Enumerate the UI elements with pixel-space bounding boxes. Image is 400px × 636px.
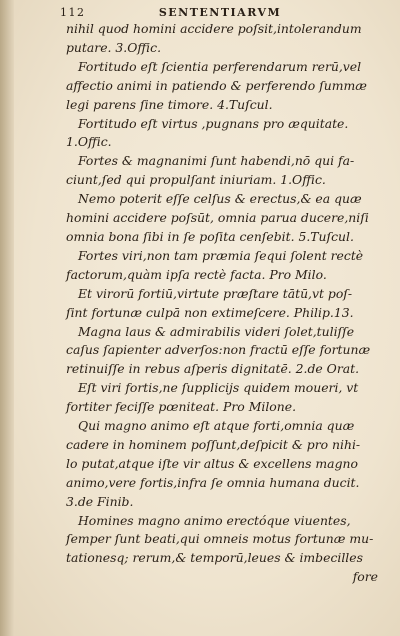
text-line: omnia bona ſibi in ſe poſita cenſebit. 5.Tuſcul.	[66, 228, 354, 244]
text-line: ſemper ſunt beati,qui omneis motus fortunæ mu-	[66, 531, 374, 547]
text-line: lo putat,atque iſte vir altus & excellens magno	[66, 455, 358, 471]
page-text	[66, 20, 378, 587]
text-line: Fortes viri,non tam præmia ſequi ſolent rectè	[78, 247, 364, 263]
text-line: Qui magno animo eſt atque forti,omnia quæ	[78, 418, 355, 434]
text-line: Fortitudo eſt ſcientia perferendarum rerū,vel	[78, 58, 362, 74]
text-line: cadere in hominem poſſunt,deſpicit & pro nihi-	[66, 436, 361, 452]
text-line: homini accidere poſsūt, omnia parua ducere,niſi	[66, 210, 369, 226]
page-gutter	[0, 0, 14, 636]
text-line: 1.Offic.	[66, 134, 112, 150]
text-line: putare. 3.Offic.	[66, 39, 162, 55]
text-line: Et virorū fortiū,virtute præſtare tātū,vt poſ-	[78, 285, 353, 301]
running-title: SENTENTIARVM	[158, 6, 282, 19]
text-line: ciunt,ſed qui propulſant iniuriam. 1.Offic.	[66, 172, 326, 188]
catchword: fore	[352, 569, 378, 585]
text-line: tationesq; rerum,& temporū,leues & imbecilles	[66, 550, 363, 566]
text-line: caſus ſapienter adverſos:non fractū eſſe fortunæ	[66, 342, 371, 358]
text-line: affectio animi in patiendo & perferendo ſummæ	[66, 77, 367, 93]
text-line: animo,vere fortis,infra ſe omnia humana ducit.	[66, 474, 360, 490]
text-line: Fortitudo eſt virtus ,pugnans pro æquitate.	[78, 115, 349, 131]
text-line: ſint fortunæ culpā non extimeſcere. Philip.13.	[66, 304, 354, 320]
text-line: 3.de Finib.	[66, 493, 134, 509]
text-line: Fortes & magnanimi ſunt habendi,nō qui fa-	[78, 153, 355, 169]
text-line: Nemo poterit eſſe celſus & erectus,& ea quæ	[78, 191, 362, 207]
text-line: retinuiſſe in rebus aſperis dignitatē. 2.de Orat.	[66, 361, 360, 377]
text-line: nihil quod homini accidere poſsit,intolerandum	[66, 21, 362, 36]
text-line: Magna laus & admirabilis videri ſolet,tuliſſe	[78, 323, 355, 339]
text-line: fortiter feciſſe pœniteat. Pro Milone.	[66, 399, 297, 415]
text-line: legi parens ſine timore. 4.Tuſcul.	[66, 96, 273, 112]
text-line: factorum,quàm ipſa rectè facta. Pro Milo.	[66, 266, 327, 282]
text-line: Homines magno animo erectóque viuentes,	[78, 512, 351, 528]
text-line: Eſt viri fortis,ne ſupplicijs quidem moueri, vt	[78, 380, 359, 396]
page-number: 112	[60, 6, 86, 19]
